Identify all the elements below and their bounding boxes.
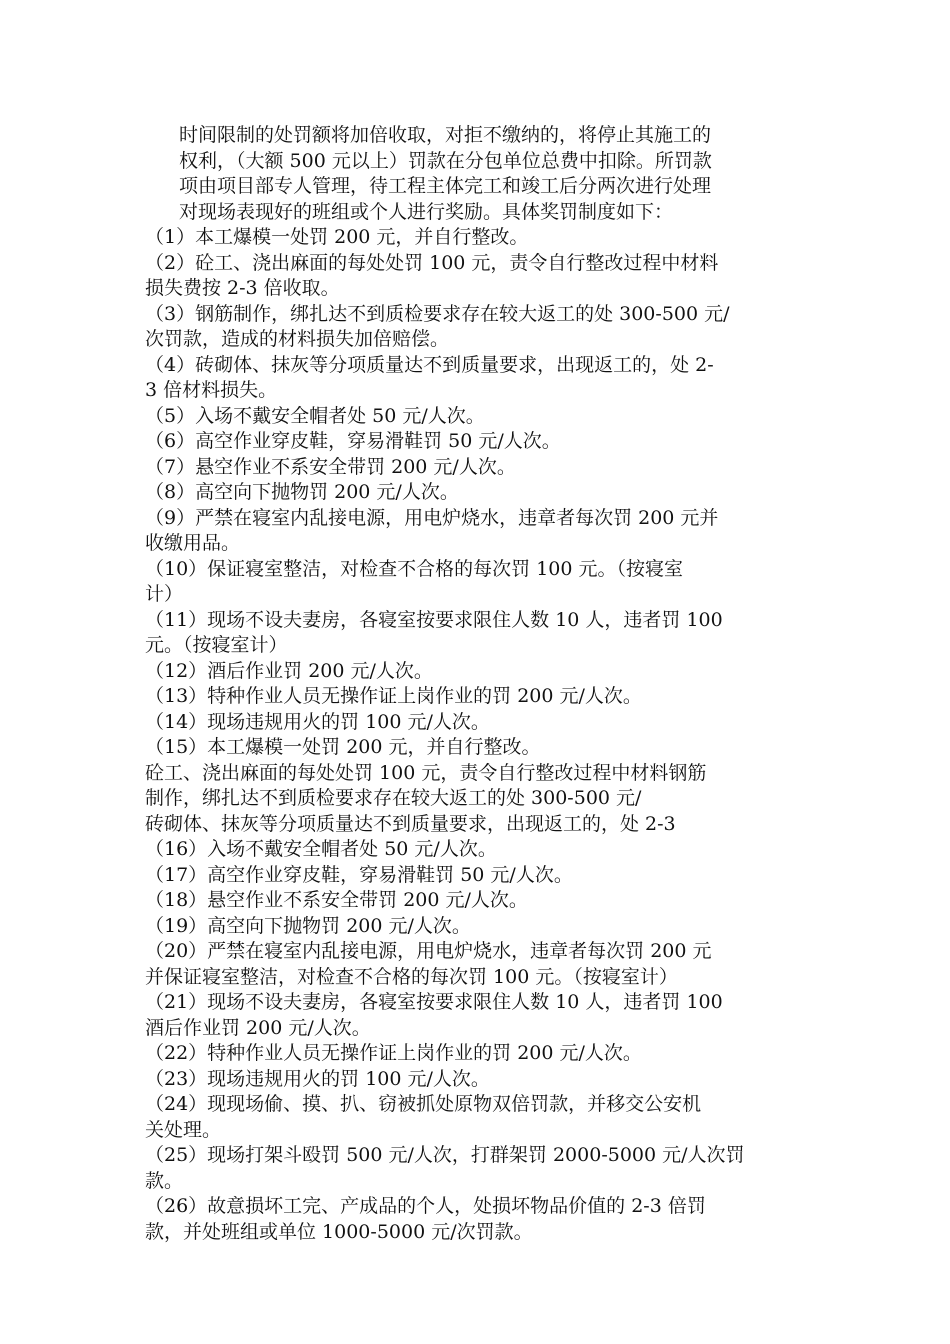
- list-line: （25）现场打架斗殴罚 500 元/人次，打群架罚 2000-5000 元/人次罚: [145, 1144, 745, 1166]
- list-line: （16）入场不戴安全帽者处 50 元/人次。: [145, 838, 497, 860]
- list-line: （1）本工爆模一处罚 200 元，并自行整改。: [145, 226, 529, 248]
- list-line: （17）高空作业穿皮鞋，穿易滑鞋罚 50 元/人次。: [145, 863, 573, 886]
- list-line: （24）现现场偷、摸、扒、窃被抓处原物双倍罚款，并移交公安机: [145, 1093, 702, 1115]
- list-line: 计）: [145, 583, 184, 605]
- list-line: 款。: [145, 1169, 184, 1192]
- list-line: （2）砼工、浇出麻面的每处处罚 100 元，责令自行整改过程中材料: [145, 251, 719, 274]
- list-line: （4）砖砌体、抹灰等分项质量达不到质量要求，出现返工的，处 2-: [145, 353, 714, 376]
- list-line: （6）高空作业穿皮鞋，穿易滑鞋罚 50 元/人次。: [145, 430, 561, 452]
- intro-line: 时间限制的处罚额将加倍收取，对拒不缴纳的，将停止其施工的: [179, 124, 712, 146]
- list-line: （13）特种作业人员无操作证上岗作业的罚 200 元/人次。: [145, 685, 642, 707]
- intro-line: 对现场表现好的班组或个人进行奖励。具体奖罚制度如下：: [179, 200, 674, 223]
- penalty-list: [145, 225, 810, 1245]
- list-line: （20）严禁在寝室内乱接电源，用电炉烧水，违章者每次罚 200 元: [145, 940, 712, 962]
- list-line: 并保证寝室整洁，对检查不合格的每次罚 100 元。（按寝室计）: [145, 965, 678, 988]
- list-line: （23）现场违规用火的罚 100 元/人次。: [145, 1067, 490, 1090]
- list-line: 3 倍材料损失。: [145, 379, 278, 401]
- list-line: （7）悬空作业不系安全带罚 200 元/人次。: [145, 455, 516, 478]
- list-line: （5）入场不戴安全帽者处 50 元/人次。: [145, 404, 485, 427]
- list-line: （15）本工爆模一处罚 200 元，并自行整改。: [145, 736, 541, 758]
- list-line: 关处理。: [145, 1118, 222, 1141]
- list-line: 砼工、浇出麻面的每处处罚 100 元，责令自行整改过程中材料钢筋: [145, 761, 707, 784]
- list-line: （26）故意损坏工完、产成品的个人，处损坏物品价值的 2-3 倍罚: [145, 1195, 706, 1217]
- list-line: 损失费按 2-3 倍收取。: [145, 277, 340, 299]
- list-line: （10）保证寝室整洁，对检查不合格的每次罚 100 元。（按寝室: [145, 557, 684, 580]
- list-line: （18）悬空作业不系安全带罚 200 元/人次。: [145, 889, 528, 911]
- list-line: （9）严禁在寝室内乱接电源，用电炉烧水，违章者每次罚 200 元并: [145, 506, 719, 529]
- intro-line: 项由项目部专人管理，待工程主体完工和竣工后分两次进行处理: [179, 175, 712, 197]
- list-line: （12）酒后作业罚 200 元/人次。: [145, 659, 433, 682]
- intro-paragraph: [179, 123, 819, 225]
- list-line: （19）高空向下抛物罚 200 元/人次。: [145, 914, 471, 937]
- list-line: 制作，绑扎达不到质检要求存在较大返工的处 300-500 元/: [145, 787, 642, 809]
- intro-line: 权利，（大额 500 元以上）罚款在分包单位总费中扣除。所罚款: [179, 149, 712, 172]
- list-line: 款，并处班组或单位 1000-5000 元/次罚款。: [145, 1220, 533, 1243]
- list-line: （14）现场违规用火的罚 100 元/人次。: [145, 710, 490, 733]
- list-line: （22）特种作业人员无操作证上岗作业的罚 200 元/人次。: [145, 1042, 642, 1064]
- list-line: 砖砌体、抹灰等分项质量达不到质量要求，出现返工的，处 2-3: [145, 812, 676, 835]
- list-line: 元。（按寝室计）: [145, 634, 288, 656]
- list-line: 收缴用品。: [145, 532, 241, 554]
- list-line: （11）现场不设夫妻房，各寝室按要求限住人数 10 人，违者罚 100: [145, 608, 723, 631]
- list-line: （8）高空向下抛物罚 200 元/人次。: [145, 481, 459, 503]
- list-line: 酒后作业罚 200 元/人次。: [145, 1016, 371, 1039]
- list-line: （21）现场不设夫妻房，各寝室按要求限住人数 10 人，违者罚 100: [145, 991, 723, 1013]
- list-line: 次罚款，造成的材料损失加倍赔偿。: [145, 328, 450, 350]
- list-line: （3）钢筋制作，绑扎达不到质检要求存在较大返工的处 300-500 元/: [145, 302, 730, 325]
